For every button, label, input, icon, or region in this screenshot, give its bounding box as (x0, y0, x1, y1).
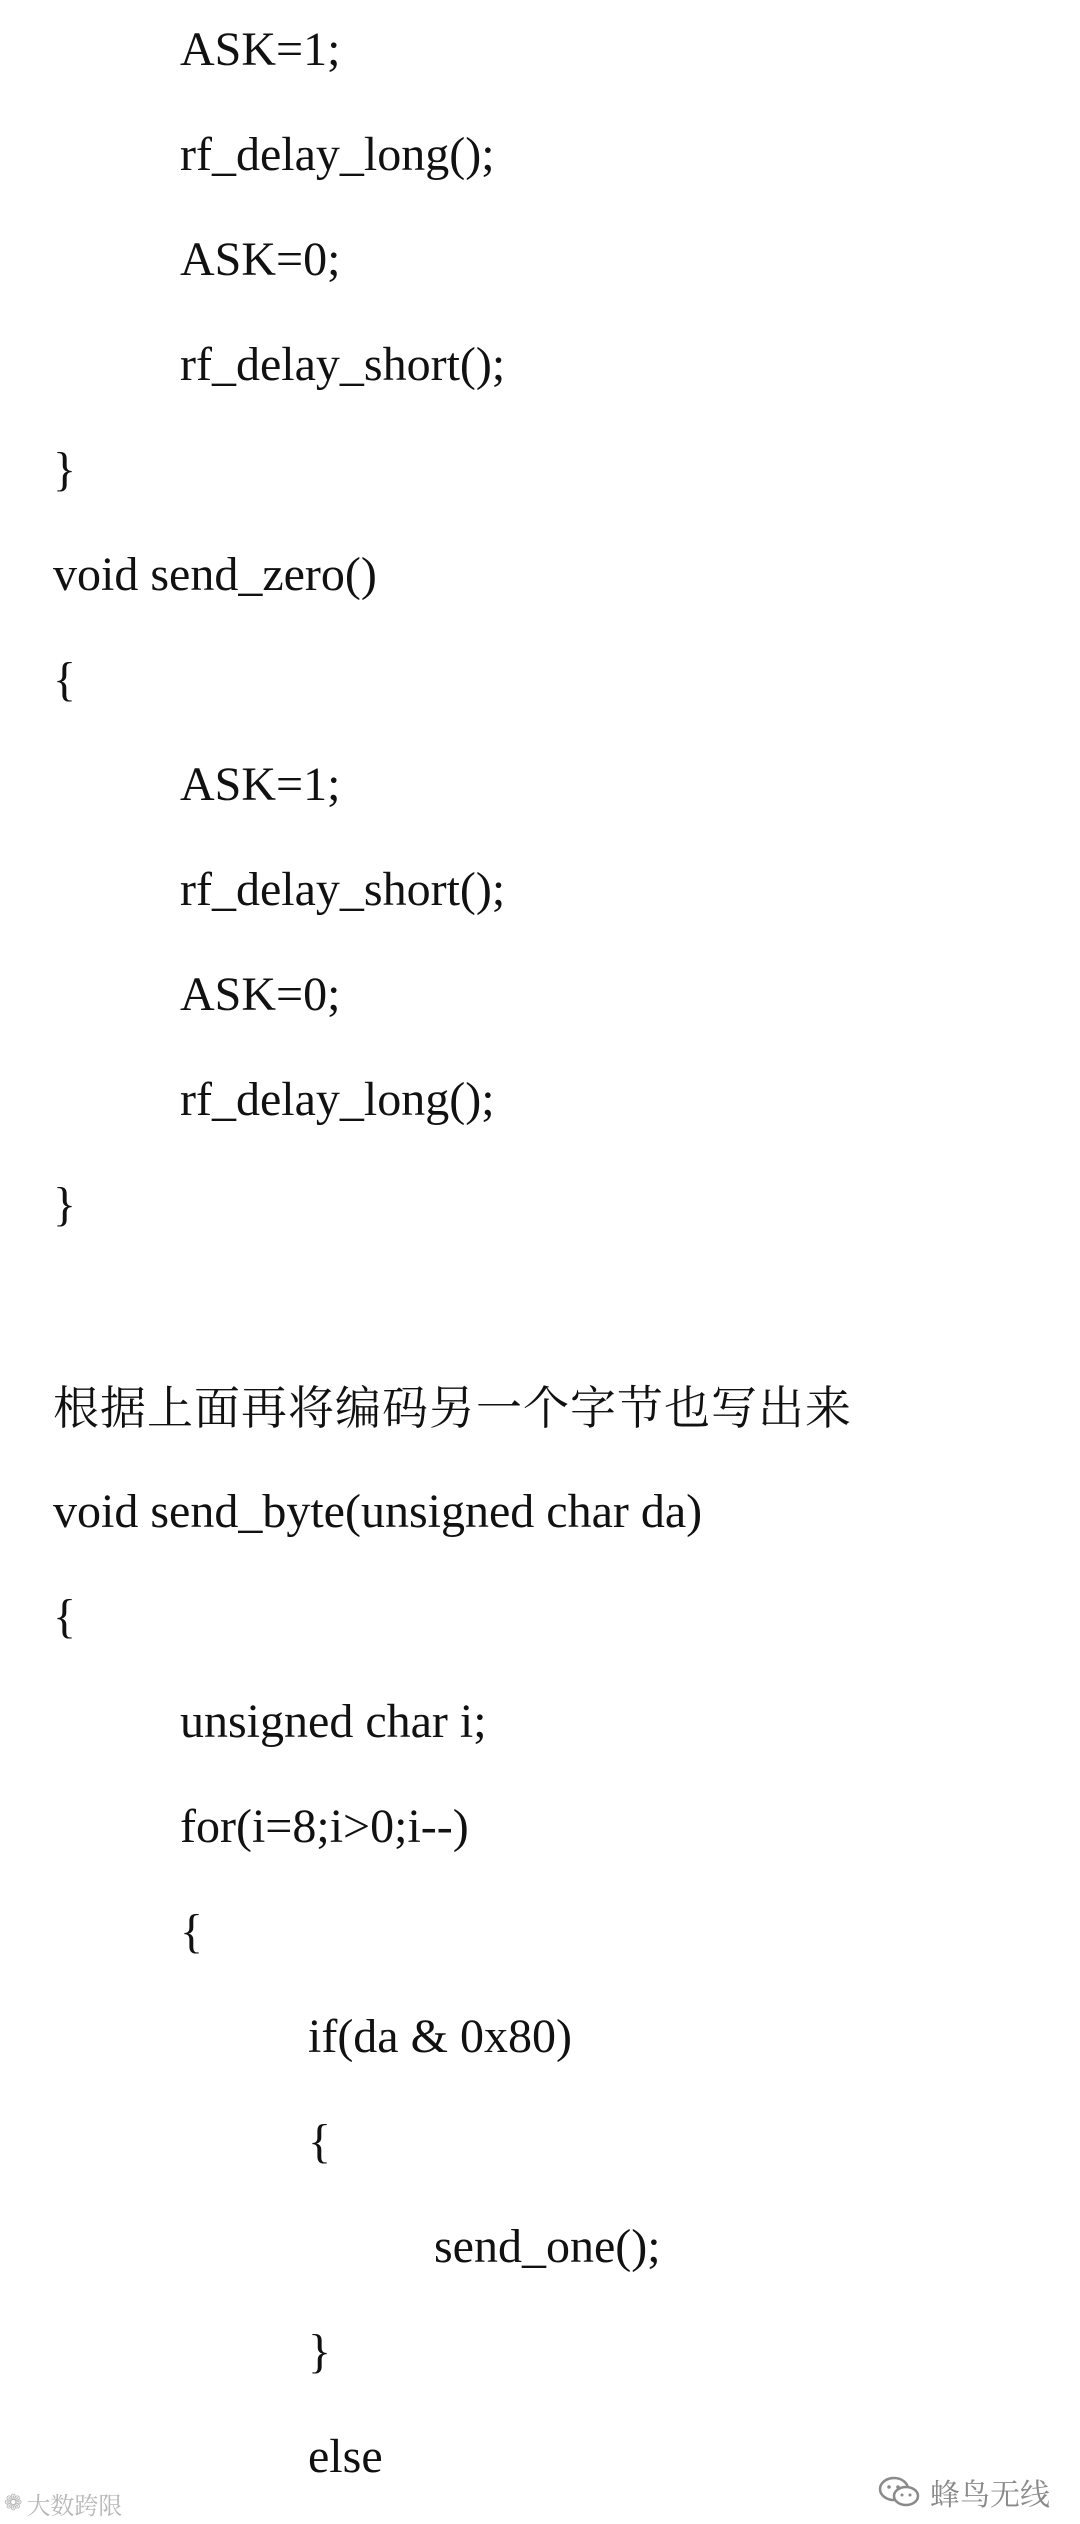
code-line: rf_delay_long(); (180, 1073, 495, 1126)
watermark-left-text: 大数跨限 (26, 2492, 123, 2520)
code-line: if(da & 0x80) (308, 2010, 572, 2063)
code-line: { (180, 1905, 204, 1958)
watermark-right-text: 蜂鸟无线 (930, 2478, 1050, 2513)
code-line: unsigned char i; (180, 1695, 487, 1748)
section-heading: 根据上面再将编码另一个字节也写出来 (53, 1381, 852, 1435)
code-line: rf_delay_short(); (180, 863, 506, 916)
code-line: ASK=1; (180, 758, 341, 811)
code-line: ASK=0; (180, 233, 341, 286)
code-line: send_one(); (434, 2220, 661, 2273)
code-line: rf_delay_short(); (180, 338, 506, 391)
code-line: } (53, 443, 77, 496)
code-line: ASK=0; (180, 968, 341, 1021)
brand-logo-icon: ❁ (4, 2491, 23, 2516)
code-line: { (53, 1590, 77, 1643)
code-line: void send_byte(unsigned char da) (53, 1485, 703, 1538)
watermark-right (878, 2470, 1050, 2514)
code-line: void send_zero() (53, 548, 377, 601)
wechat-icon (878, 2475, 920, 2509)
code-line: else (308, 2430, 383, 2483)
code-line: { (53, 653, 77, 706)
watermark-left (4, 2486, 122, 2521)
code-line: for(i=8;i>0;i--) (180, 1800, 469, 1853)
code-line: ASK=1; (180, 23, 341, 76)
code-line: } (308, 2325, 332, 2378)
code-line: { (308, 2115, 332, 2168)
code-line: rf_delay_long(); (180, 128, 495, 181)
code-line: } (53, 1178, 77, 1231)
